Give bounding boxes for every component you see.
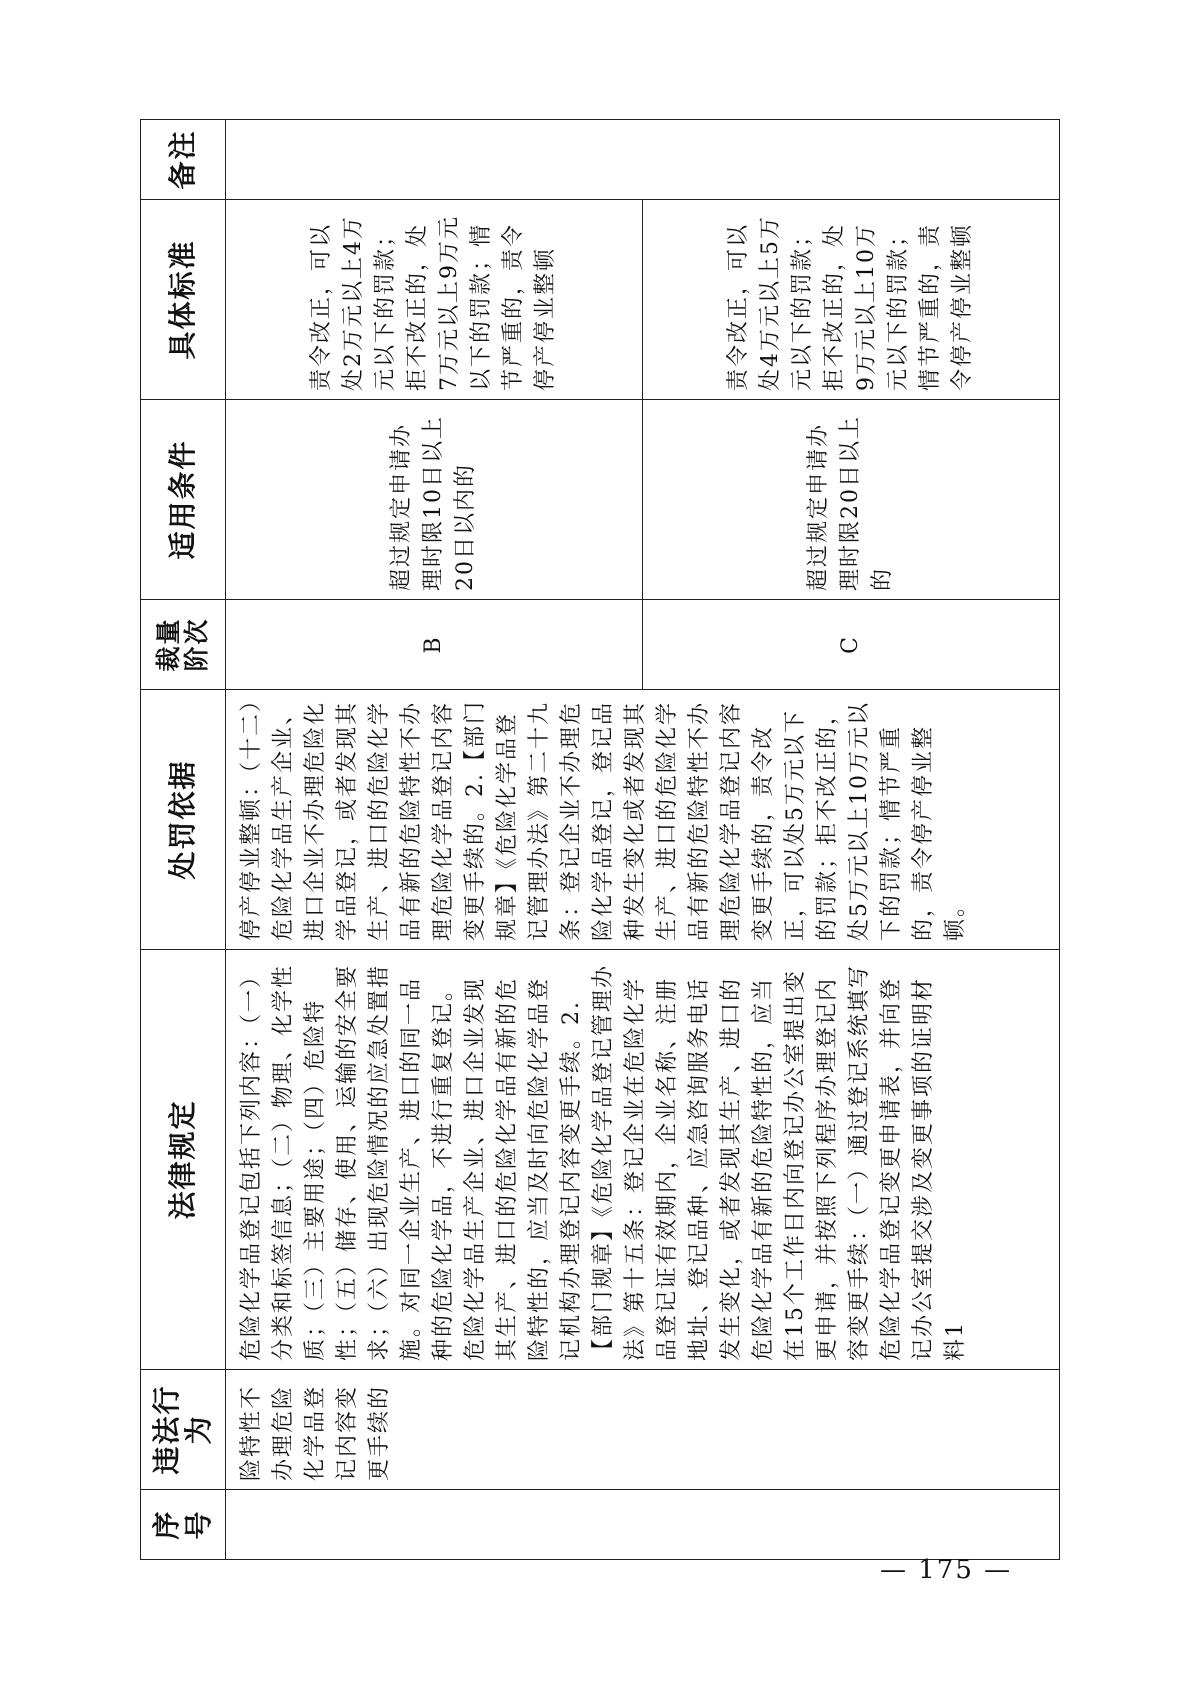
- header-seq: 序号: [141, 1490, 226, 1560]
- cell-level-c: C: [643, 600, 1060, 690]
- cell-std-b: 责令改正，可以处2万元以上4万元以下的罚款；拒不改正的，处7万元以上9万元以下的罚款；情节严重的，责令停产停业整顿: [226, 200, 643, 400]
- cell-cond-b: 超过规定申请办理时限10日以上20日以内的: [226, 400, 643, 600]
- header-note: 备注: [141, 120, 226, 200]
- cell-level-b: B: [226, 600, 643, 690]
- rotated-page: [140, 120, 1060, 1560]
- penalty-table: [140, 119, 1060, 1560]
- header-level-line2: 阶次: [182, 617, 211, 672]
- cell-cond-c: 超过规定申请办理时限20日以上的: [643, 400, 1060, 600]
- cell-note: [226, 120, 1060, 200]
- page-number: — 175 —: [880, 1555, 1013, 1585]
- cell-seq: [226, 1490, 1060, 1560]
- cell-basis: 停产停业整顿：（十二）危险化学品生产企业、进口企业不办理危险化学品登记，或者发现其生产、进口的危险化学品有新的危险特性不办理危险化学品登记内容变更手续的。2.【部门规章】《危险化学品登记管理办法》第二十九条：登记企业不办理危险化学品登记，登记品种发生变化或者发现其生产、进口的危险化学品有新的危险特性不办理危险化学品登记内容变更手续的，责令改正，可以处5万元以下的罚款；拒不改正的，处5万元以上10万元以下的罚款；情节严重的，责令停产停业整顿。: [226, 690, 1060, 950]
- cell-act: 险特性不办理危险化学品登记内容变更手续的: [226, 1370, 1060, 1490]
- header-level: [141, 600, 226, 690]
- header-law: 法律规定: [141, 950, 226, 1370]
- header-cond: 适用条件: [141, 400, 226, 600]
- header-act: 违法行为: [141, 1370, 226, 1490]
- table-row: [226, 120, 643, 1560]
- header-basis: 处罚依据: [141, 690, 226, 950]
- cell-law: 危险化学品登记包括下列内容：（一）分类和标签信息；（二）物理、化学性质；（三）主要用途；（四）危险特性；（五）储存、使用、运输的安全要求；（六）出现危险情况的应急处置措施。对同一企业生产、进口的同一品种的危险化学品，不进行重复登记。危险化学品生产企业、进口企业发现其生产、进口的危险化学品有新的危险特性的，应当及时向危险化学品登记机构办理登记内容变更手续。2.【部门规章】《危险化学品登记管理办法》第十五条：登记企业在危险化学品登记证有效期内，企业名称、注册地址、登记品种、应急咨询服务电话发生变化，或者发现其生产、进口的危险化学品有新的危险特性的，应当在15个工作日内向登记办公室提出变更申请，并按照下列程序办理登记内容变更手续：（一）通过登记系统填写危险化学品登记变更申请表，并向登记办公室提交涉及变更事项的证明材料1: [226, 950, 1060, 1370]
- cell-std-c: 责令改正，可以处4万元以上5万元以下的罚款；拒不改正的，处9万元以上10万元以下的罚款；情节严重的，责令停产停业整顿: [643, 200, 1060, 400]
- header-std: 具体标准: [141, 200, 226, 400]
- header-row: [141, 120, 226, 1560]
- header-level-line1: 裁量: [154, 617, 183, 672]
